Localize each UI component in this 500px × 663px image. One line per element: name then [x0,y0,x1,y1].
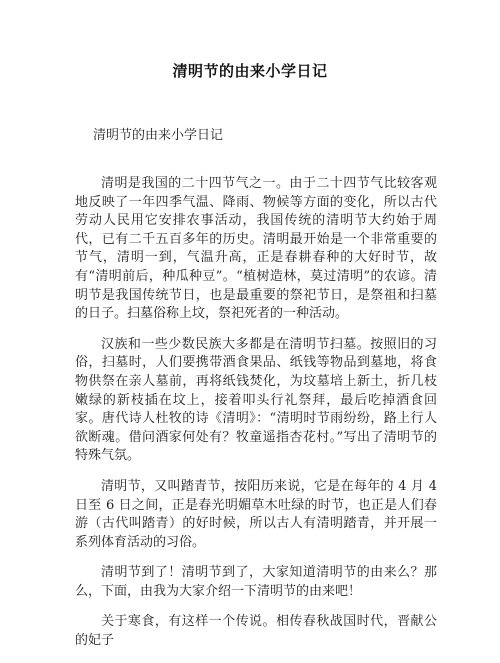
document-body [75,175,437,663]
paragraph: 清明是我国的二十四节气之一。由于二十四节气比较客观地反映了一年四季气温、降雨、物候等方面的变化，所以古代劳动人民用它安排农事活动，我国传统的清明节大约始于周代，已有二千五百多年的历史。清明最开始是一个非常重要的节气，清明一到，气温升高，正是春耕春种的大好时节，故有“清明前后，种瓜种豆”。“植树造林，莫过清明”的农谚。清明节是我国传统节日，也是最重要的祭祀节日，是祭祖和扫墓的日子。扫墓俗称上坟，祭祀死者的一种活动。 [75,176,437,322]
document-subtitle: 清明节的由来小学日记 [93,128,224,143]
paragraph: 关于寒食，有这样一个传说。相传春秋战国时代，晋献公的妃子 [75,614,437,649]
paragraph: 清明节到了！清明节到了，大家知道清明节的由来么？那么，下面，由我为大家介绍一下清明节的由来吧！ [75,565,437,599]
paragraph: 清明节，又叫踏青节，按阳历来说，它是在每年的 4 月 4 日至 6 日之间，正是春光明媚草木吐绿的时节，也正是人们春游（古代叫踏青）的好时候，所以古人有清明踏青，并开展一系列体育活动的习俗。 [75,478,437,550]
document-title: 清明节的由来小学日记 [172,62,328,80]
paragraph: 汉族和一些少数民族大多都是在清明节扫墓。按照旧的习俗，扫墓时，人们要携带酒食果品、纸钱等物品到墓地，将食物供祭在亲人墓前，再将纸钱焚化，为坟墓培上新土，折几枝嫩绿的新枝插在坟上，接着叩头行礼祭拜，最后吃掉酒食回家。唐代诗人杜牧的诗《清明》：“清明时节雨纷纷，路上行人欲断魂。借问酒家何处有？牧童遥指杏花村。”写出了清明节的特殊气氛。 [75,336,437,464]
